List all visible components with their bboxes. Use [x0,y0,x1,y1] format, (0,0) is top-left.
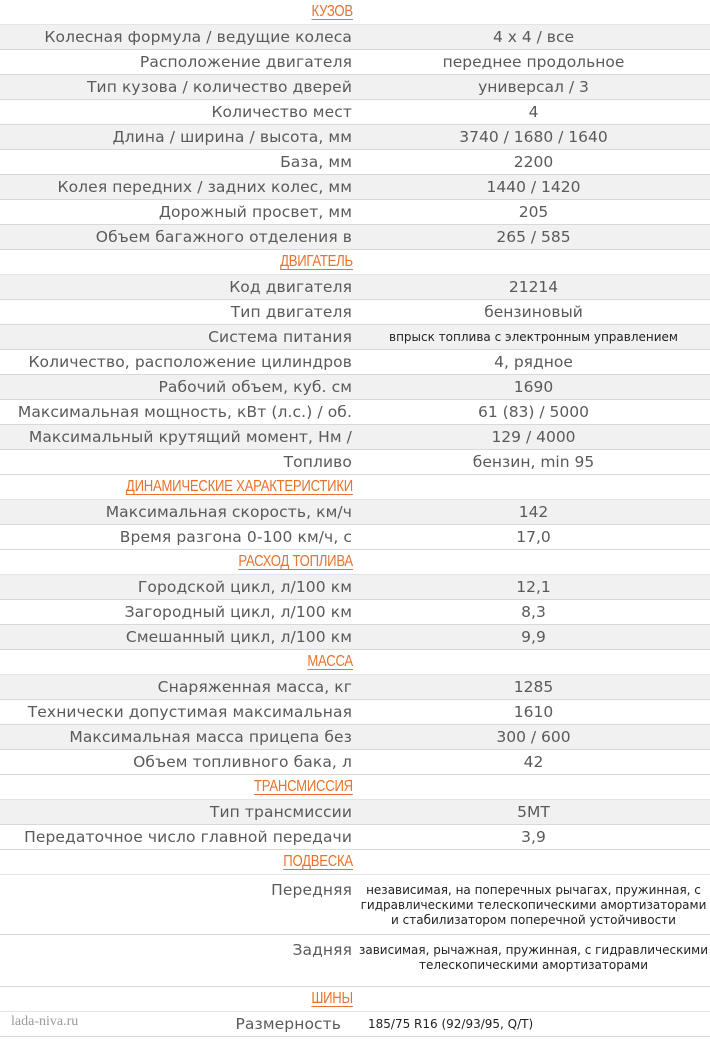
spec-value: 2200 [513,153,554,171]
spec-label: Топливо [283,453,352,471]
section-title: ТРАНСМИССИЯ [253,778,353,795]
section-title: ПОДВЕСКА [283,853,353,870]
table-row [0,450,710,475]
spec-value: 3740 / 1680 / 1640 [459,128,608,146]
section-header-suspension [0,850,710,875]
section-header-engine [0,250,710,275]
spec-label: Передаточное число главной передачи [24,828,352,846]
spec-label: Объем топливного бака, л [133,753,352,771]
section-header-tyres [0,987,710,1012]
section-title: КУЗОВ [311,3,353,20]
table-row [0,600,710,625]
spec-label: Система питания [208,328,352,346]
spec-value: 1690 [513,378,554,396]
site-watermark: lada-niva.ru [11,1014,79,1029]
table-row [0,100,710,125]
spec-value: 61 (83) / 5000 [478,403,589,421]
spec-label: Максимальная мощность, кВт (л.с.) / об. [17,403,352,421]
spec-value: 4 x 4 / все [492,28,575,46]
spec-label: Колея передних / задних колес, мм [57,178,352,196]
spec-value: бензин, min 95 [472,453,595,471]
spec-value: 1285 [513,678,554,696]
table-row [0,50,710,75]
table-row [0,625,710,650]
table-row [0,525,710,550]
section-header-body [0,0,710,25]
spec-value: 3,9 [521,828,546,846]
spec-label: Передняя [271,881,352,899]
spec-value: 4, рядное [494,353,573,371]
spec-value: 42 [523,753,544,771]
spec-label: Максимальная масса прицепа без [69,728,352,746]
spec-label: Задняя [292,941,352,959]
spec-value: 12,1 [516,578,551,596]
table-row [0,75,710,100]
spec-value: 8,3 [521,603,546,621]
table-row [0,225,710,250]
table-row [0,725,710,750]
spec-label: Код двигателя [229,278,352,296]
spec-label: Размерность [235,1015,342,1033]
section-header-transmission [0,775,710,800]
spec-value: переднее продольное [442,53,625,71]
spec-value: 1440 / 1420 [486,178,581,196]
spec-value: независимая, на поперечных рычагах, пружинная, с гидравлическими телескопическими амортизаторами и стабилизатором поперечной устойчивости [360,883,707,927]
spec-label: База, мм [280,153,352,171]
table-row [0,125,710,150]
spec-label: Снаряженная масса, кг [157,678,352,696]
spec-value: 21214 [508,278,559,296]
spec-label: Объем багажного отделения в [95,228,352,246]
spec-label: Максимальный крутящий момент, Нм / [28,428,352,446]
table-row [0,150,710,175]
spec-label: Расположение двигателя [139,53,352,71]
spec-label: Максимальная скорость, км/ч [105,503,352,521]
spec-value: 5МТ [517,803,550,821]
spec-label: Время разгона 0-100 км/ч, с [119,528,352,546]
section-header-dynamics [0,475,710,500]
section-title: МАССА [307,653,353,670]
section-header-fuel-consumption [0,550,710,575]
spec-label: Тип двигателя [230,303,352,321]
spec-label: Смешанный цикл, л/100 км [125,628,352,646]
spec-label: Технически допустимая максимальная [27,703,352,721]
section-title: РАСХОД ТОПЛИВА [238,553,353,570]
spec-label: Колесная формула / ведущие колеса [44,28,352,46]
spec-value: 205 [518,203,549,221]
spec-value: 185/75 R16 (92/93/95, Q/T) [368,1017,534,1031]
spec-value: 17,0 [516,528,551,546]
table-row [0,275,710,300]
table-row [0,300,710,325]
table-row [0,675,710,700]
table-row [0,25,710,50]
spec-value: 300 / 600 [496,728,571,746]
table-row [0,800,710,825]
table-row [0,175,710,200]
table-row [0,200,710,225]
spec-label: Городской цикл, л/100 км [137,578,352,596]
section-header-mass [0,650,710,675]
spec-value: 129 / 4000 [491,428,576,446]
spec-label: Количество мест [211,103,352,121]
spec-label: Количество, расположение цилиндров [28,353,352,371]
spec-value: впрыск топлива с электронным управлением [389,330,678,344]
spec-value: бензиновый [484,303,583,321]
section-title: ДВИГАТЕЛЬ [280,253,353,270]
spec-label: Тип трансмиссии [209,803,352,821]
table-row [0,575,710,600]
spec-label: Рабочий объем, куб. см [158,378,352,396]
spec-label: Загородный цикл, л/100 км [124,603,352,621]
table-row [0,750,710,775]
table-row [0,375,710,400]
table-row [0,500,710,525]
spec-value: 1610 [513,703,554,721]
section-title: ШИНЫ [311,990,353,1007]
table-row [0,350,710,375]
table-row [0,400,710,425]
spec-value: зависимая, рычажная, пружинная, с гидравлическими телескопическими амортизаторами [358,943,708,972]
spec-value: универсал / 3 [478,78,589,96]
spec-value: 4 [528,103,539,121]
table-row [0,875,710,935]
spec-value: 142 [518,503,549,521]
spec-value: 265 / 585 [496,228,571,246]
spec-label: Тип кузова / количество дверей [86,78,352,96]
section-title: ДИНАМИЧЕСКИЕ ХАРАКТЕРИСТИКИ [125,478,353,495]
table-row [0,700,710,725]
table-row [0,825,710,850]
spec-label: Длина / ширина / высота, мм [112,128,352,146]
table-row [0,935,710,987]
spec-label: Дорожный просвет, мм [158,203,352,221]
table-row [0,1012,710,1037]
table-row [0,425,710,450]
table-row [0,325,710,350]
spec-value: 9,9 [521,628,546,646]
